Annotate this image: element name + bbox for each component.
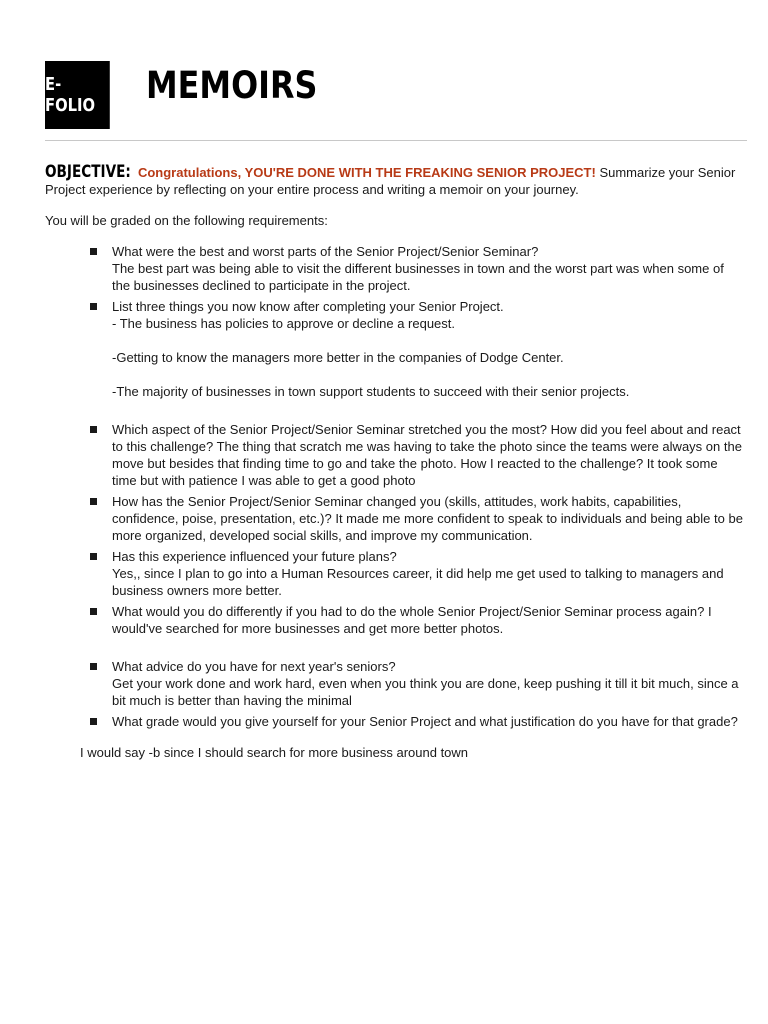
question-text: What were the best and worst parts of the Senior Project/Senior Seminar? (112, 244, 539, 259)
answer-text: Get your work done and work hard, even when you think you are done, keep pushing it till it bit much, since a bit much is better than having the minimal (112, 676, 739, 708)
final-grade-answer: I would say -b since I should search for more business around town (80, 745, 469, 760)
bullet-square-icon (90, 718, 97, 725)
question-text: What grade would you give yourself for your Senior Project and what justification do you have for that grade? (112, 714, 738, 729)
bullet-square-icon (90, 303, 97, 310)
list-item (90, 713, 745, 730)
question-text: What advice do you have for next year's seniors? (112, 659, 396, 674)
spacer (112, 332, 745, 349)
document-body (45, 164, 745, 761)
header-divider (45, 140, 747, 141)
answer-text: -Getting to know the managers more better in the companies of Dodge Center. (112, 350, 564, 365)
question-text: Which aspect of the Senior Project/Senior Seminar stretched you the most? How did you feel about and react to this challenge? (112, 422, 741, 454)
bullet-square-icon (90, 663, 97, 670)
spacer (112, 400, 745, 417)
page-title: MEMOIRS (146, 64, 318, 107)
list-item (90, 298, 745, 417)
question-text: How has the Senior Project/Senior Seminar changed you (skills, attitudes, work habits, capabilities, confidence, poise, presentation, etc.)? (112, 494, 682, 526)
bullet-square-icon (90, 426, 97, 433)
answer-text: The best part was being able to visit the different businesses in town and the worst part was when some of the businesses declined to participate in the project. (112, 261, 724, 293)
spacer (112, 637, 745, 654)
objective-highlight: Congratulations, YOU'RE DONE WITH THE FREAKING SENIOR PROJECT! (137, 165, 596, 180)
bullet-square-icon (90, 498, 97, 505)
objective-text: Summarize your Senior Project experience by reflecting on your entire process and writing a memoir on your journey. (45, 165, 736, 197)
list-item (90, 421, 745, 489)
requirements-list (45, 243, 745, 730)
logo-text: E-FOLIO (45, 74, 96, 116)
answer-text: It made me more confident to speak to individuals and being able to be more organized, developed social skills, and improve my communication. (112, 511, 743, 543)
list-item (90, 548, 745, 599)
list-item (90, 493, 745, 544)
list-item (90, 658, 745, 709)
answer-text: Yes,, since I plan to go into a Human Resources career, it did help me get used to talking to managers and business owners more better. (112, 566, 724, 598)
list-item (90, 603, 745, 654)
spacer (112, 366, 745, 383)
question-text: What would you do differently if you had to do the whole Senior Project/Senior Seminar process again? (112, 604, 705, 619)
bullet-square-icon (90, 608, 97, 615)
bullet-square-icon (90, 248, 97, 255)
bullet-square-icon (90, 553, 97, 560)
objective-label: OBJECTIVE: (45, 162, 131, 182)
objective-paragraph (45, 164, 745, 198)
answer-text: The thing that scratch me was having to take the photo since the teams were always on the move but besides that finding time to go and take the photo. How I reacted to the challenge? It took some time but with patience I was able to get a good photo (112, 439, 742, 488)
efolio-logo (45, 61, 110, 129)
list-item (90, 243, 745, 294)
question-text: List three things you now know after completing your Senior Project. (112, 299, 504, 314)
question-text: Has this experience influenced your future plans? (112, 549, 397, 564)
answer-text: - The business has policies to approve or decline a request. (112, 316, 456, 331)
answer-text: I would've searched for more businesses and get more better photos. (112, 604, 712, 636)
answer-text: -The majority of businesses in town support students to succeed with their senior projects. (112, 384, 630, 399)
grading-intro: You will be graded on the following requirements: (45, 213, 328, 228)
